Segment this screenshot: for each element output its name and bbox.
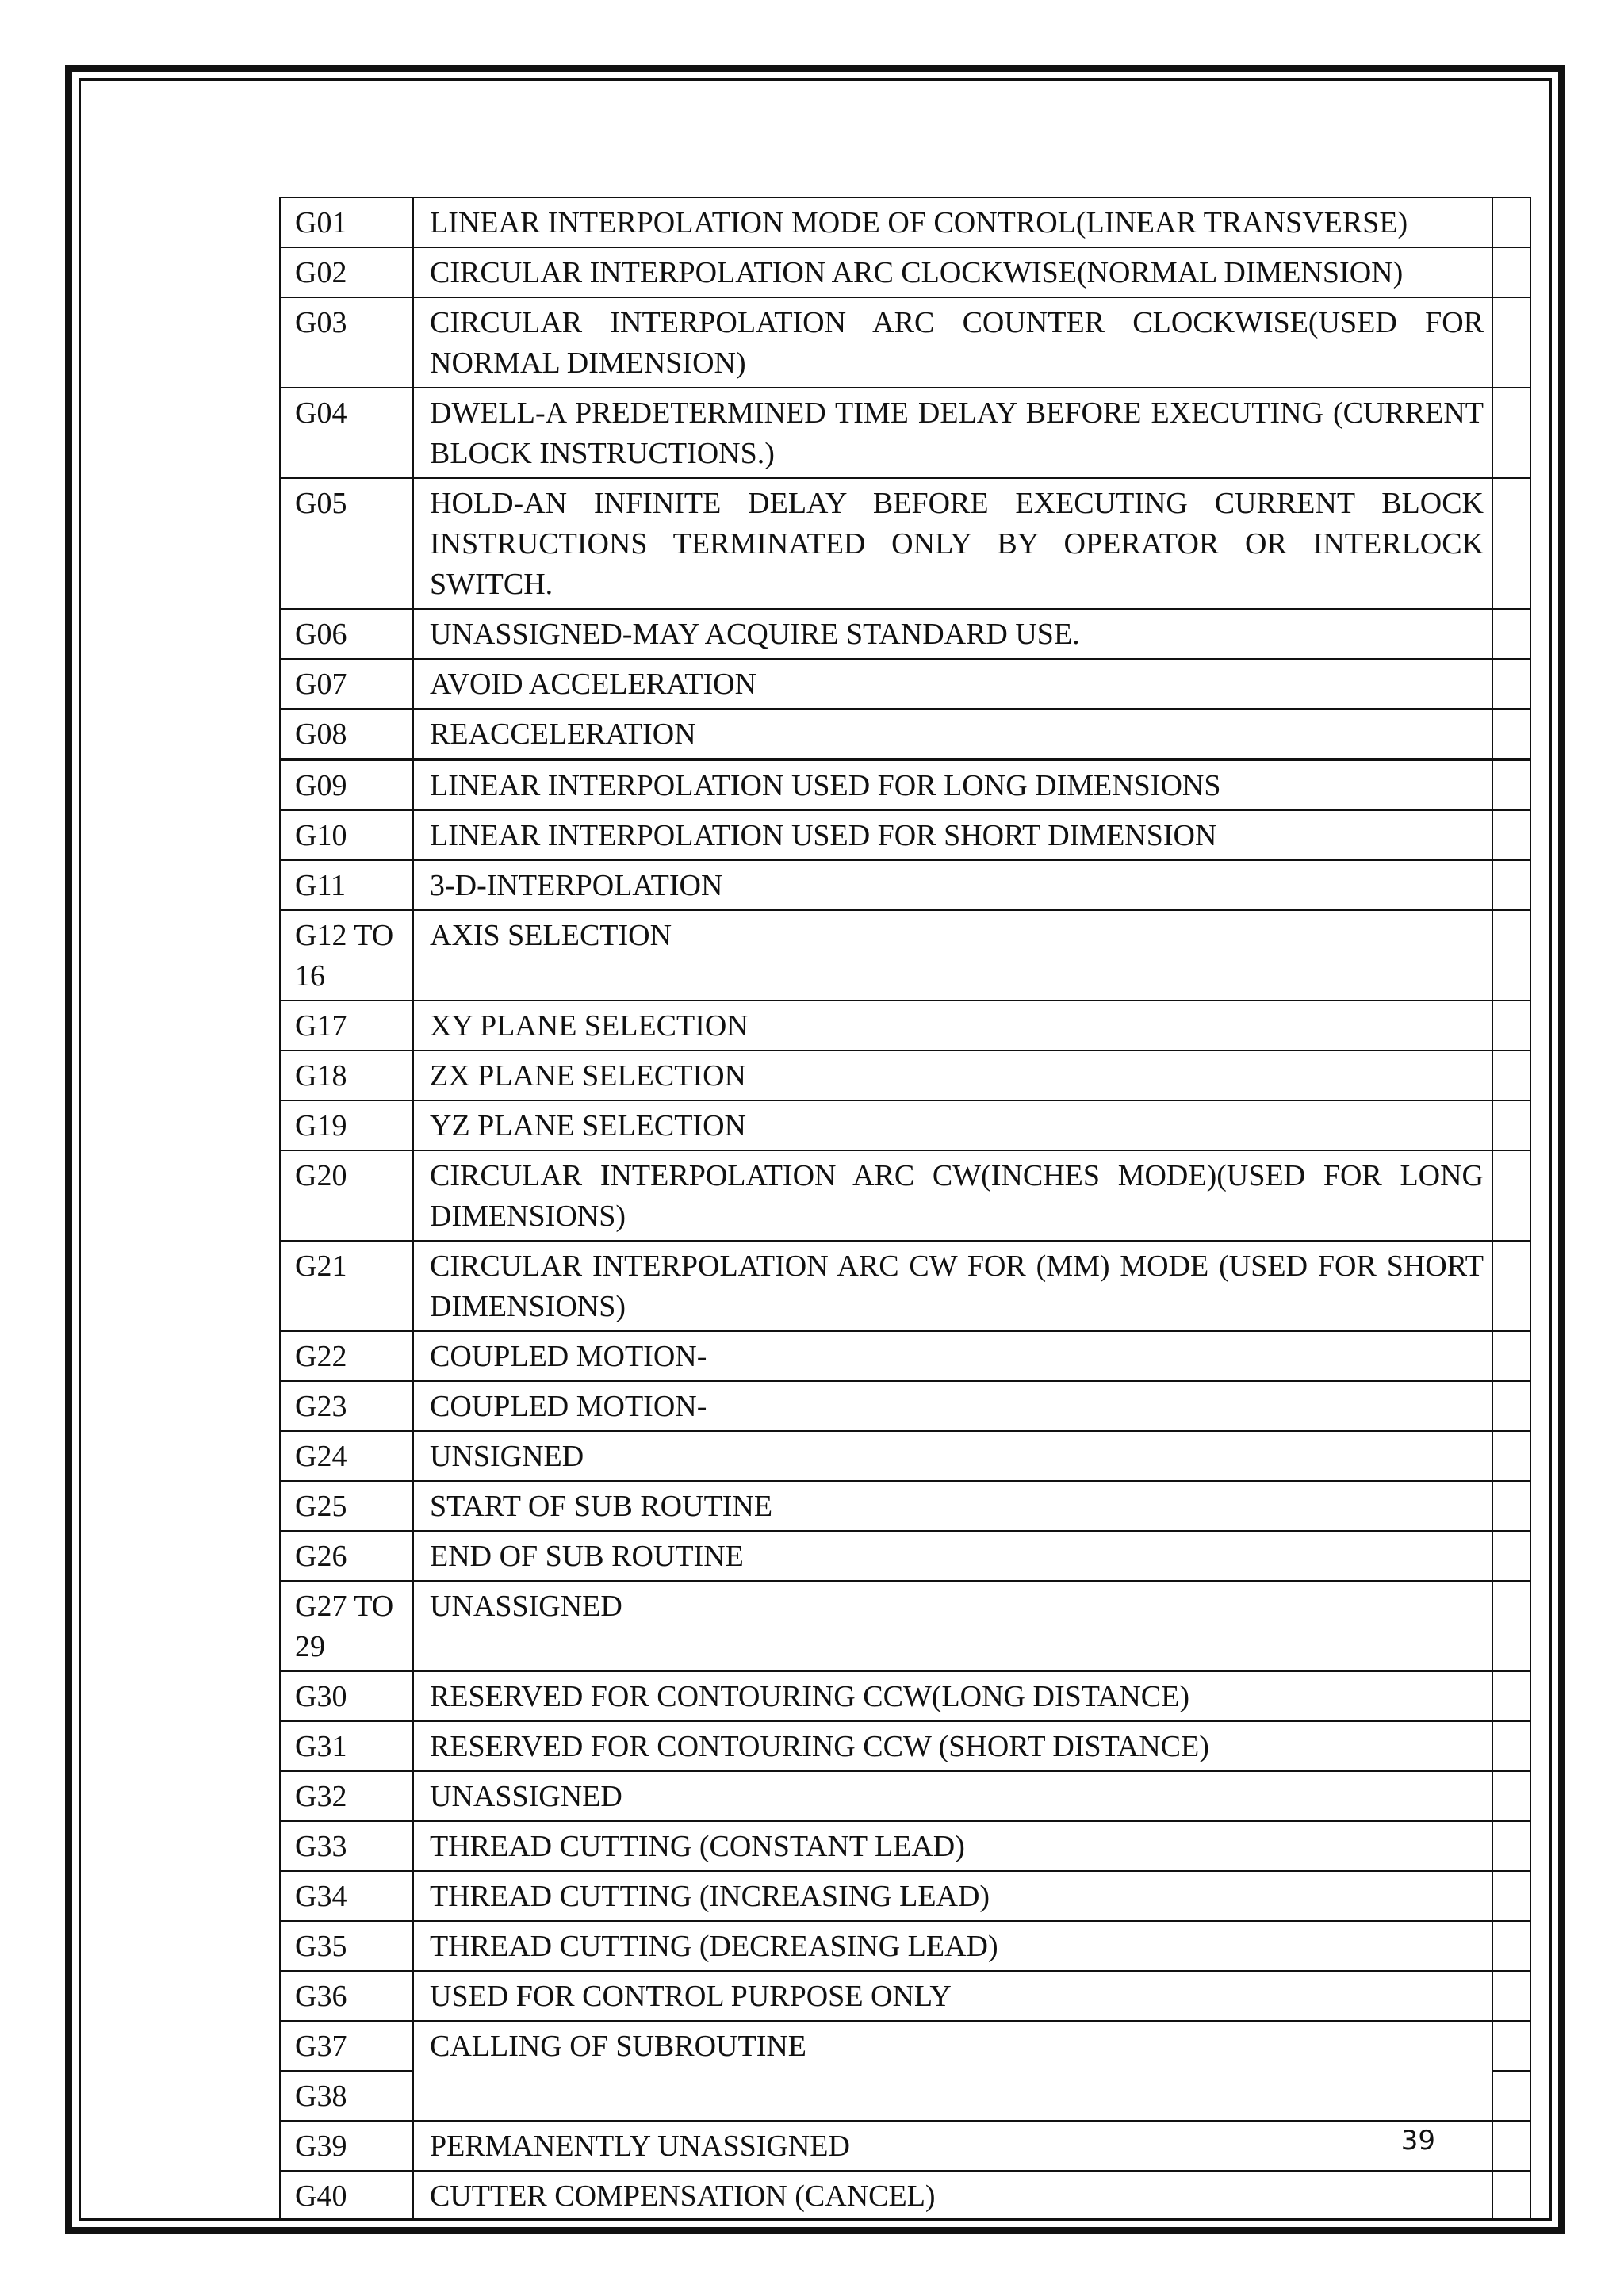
g-code-description: RESERVED FOR CONTOURING CCW(LONG DISTANCE) [413,1671,1492,1721]
side-cell [1492,1971,1530,2021]
g-code-description: DWELL-A PREDETERMINED TIME DELAY BEFORE EXECUTING (CURRENT BLOCK INSTRUCTIONS.) [413,388,1492,478]
g-code: G34 [280,1871,413,1921]
side-cell [1492,1821,1530,1871]
g-code: G35 [280,1921,413,1971]
g-code-description: START OF SUB ROUTINE [413,1481,1492,1531]
g-code: G24 [280,1431,413,1481]
g-code-description: 3-D-INTERPOLATION [413,860,1492,910]
g-code: G17 [280,1001,413,1050]
g-code: G18 [280,1050,413,1100]
g-code-description: XY PLANE SELECTION [413,1001,1492,1050]
g-code-description: COUPLED MOTION- [413,1331,1492,1381]
table-row [280,2171,1530,2221]
table-row [280,860,1530,910]
g-code-description: UNASSIGNED [413,1771,1492,1821]
g-code: G09 [280,760,413,810]
g-code: G03 [280,297,413,388]
g-code: G07 [280,659,413,709]
g-code: G12 TO 16 [280,910,413,1001]
side-cell [1492,1331,1530,1381]
side-cell [1492,810,1530,860]
side-cell [1492,1001,1530,1050]
g-code-description: LINEAR INTERPOLATION USED FOR LONG DIMENSIONS [413,760,1492,810]
g-code-description: CUTTER COMPENSATION (CANCEL) [413,2171,1492,2221]
table-row [280,1001,1530,1050]
side-cell [1492,709,1530,760]
g-code: G11 [280,860,413,910]
side-cell [1492,1241,1530,1331]
side-cell [1492,1721,1530,1771]
table-row [280,659,1530,709]
side-cell [1492,659,1530,709]
g-code: G19 [280,1100,413,1150]
g-code-description: AVOID ACCELERATION [413,659,1492,709]
table-row [280,1050,1530,1100]
side-cell [1492,1431,1530,1481]
g-code-description: LINEAR INTERPOLATION USED FOR SHORT DIMENSION [413,810,1492,860]
g-code-description: THREAD CUTTING (DECREASING LEAD) [413,1921,1492,1971]
table-row [280,910,1530,1001]
table-row [280,1771,1530,1821]
g-code: G25 [280,1481,413,1531]
table-row [280,297,1530,388]
side-cell [1492,478,1530,609]
side-cell [1492,1050,1530,1100]
g-code: G33 [280,1821,413,1871]
g-code-description: END OF SUB ROUTINE [413,1531,1492,1581]
side-cell [1492,247,1530,297]
g-code-description: UNASSIGNED [413,1581,1492,1671]
table-row [280,1381,1530,1431]
g-code-description: CIRCULAR INTERPOLATION ARC COUNTER CLOCKWISE(USED FOR NORMAL DIMENSION) [413,297,1492,388]
g-code: G10 [280,810,413,860]
g-code-table [279,197,1531,2221]
table-row [280,1921,1530,1971]
table-row [280,388,1530,478]
table-row [280,478,1530,609]
table-row [280,1331,1530,1381]
table-row [280,1721,1530,1771]
side-cell [1492,1871,1530,1921]
side-cell [1492,1671,1530,1721]
g-code: G06 [280,609,413,659]
g-code: G32 [280,1771,413,1821]
side-cell [1492,2171,1530,2221]
g-code-description: THREAD CUTTING (CONSTANT LEAD) [413,1821,1492,1871]
side-cell [1492,910,1530,1001]
g-code-description: UNSIGNED [413,1431,1492,1481]
table-row [280,1531,1530,1581]
table-row [280,1671,1530,1721]
g-code-description: COUPLED MOTION- [413,1381,1492,1431]
table-row [280,197,1530,247]
g-code: G05 [280,478,413,609]
table-row [280,1871,1530,1921]
table-row [280,1971,1530,2021]
side-cell [1492,297,1530,388]
g-code: G31 [280,1721,413,1771]
table-row [280,247,1530,297]
g-code-description: CALLING OF SUBROUTINE [413,2021,1492,2121]
g-code: G01 [280,197,413,247]
g-code: G38 [280,2071,413,2121]
g-code-description: CIRCULAR INTERPOLATION ARC CLOCKWISE(NORMAL DIMENSION) [413,247,1492,297]
g-code: G04 [280,388,413,478]
table-row [280,1481,1530,1531]
table-row [280,609,1530,659]
g-code: G26 [280,1531,413,1581]
side-cell [1492,1581,1530,1671]
page-number: 39 [1400,2125,1435,2156]
g-code: G20 [280,1150,413,1241]
g-code-description: CIRCULAR INTERPOLATION ARC CW FOR (MM) MODE (USED FOR SHORT DIMENSIONS) [413,1241,1492,1331]
g-code: G30 [280,1671,413,1721]
g-code: G23 [280,1381,413,1431]
g-code: G27 TO 29 [280,1581,413,1671]
table-row [280,2021,1530,2071]
g-code: G08 [280,709,413,760]
g-code-description: ZX PLANE SELECTION [413,1050,1492,1100]
g-code-description: USED FOR CONTROL PURPOSE ONLY [413,1971,1492,2021]
side-cell [1492,388,1530,478]
table-row [280,1821,1530,1871]
side-cell [1492,2071,1530,2121]
g-code-description: THREAD CUTTING (INCREASING LEAD) [413,1871,1492,1921]
side-cell [1492,1100,1530,1150]
table-row [280,1150,1530,1241]
g-code-description: HOLD-AN INFINITE DELAY BEFORE EXECUTING CURRENT BLOCK INSTRUCTIONS TERMINATED ONLY BY OPERATOR OR INTERLOCK SWITCH. [413,478,1492,609]
g-code-description: AXIS SELECTION [413,910,1492,1001]
side-cell [1492,760,1530,810]
side-cell [1492,1150,1530,1241]
side-cell [1492,860,1530,910]
table-row [280,760,1530,810]
side-cell [1492,1771,1530,1821]
g-code-description: PERMANENTLY UNASSIGNED [413,2121,1492,2171]
g-code: G37 [280,2021,413,2071]
side-cell [1492,1921,1530,1971]
table-row [280,1581,1530,1671]
side-cell [1492,1531,1530,1581]
g-code-description: LINEAR INTERPOLATION MODE OF CONTROL(LINEAR TRANSVERSE) [413,197,1492,247]
table-row [280,709,1530,760]
g-code: G36 [280,1971,413,2021]
side-cell [1492,1381,1530,1431]
table-row [280,1100,1530,1150]
table-row [280,1431,1530,1481]
g-code: G21 [280,1241,413,1331]
g-code-description: CIRCULAR INTERPOLATION ARC CW(INCHES MODE)(USED FOR LONG DIMENSIONS) [413,1150,1492,1241]
side-cell [1492,2121,1530,2171]
g-code: G40 [280,2171,413,2221]
table-row [280,810,1530,860]
g-code-description: YZ PLANE SELECTION [413,1100,1492,1150]
side-cell [1492,1481,1530,1531]
g-code-description: UNASSIGNED-MAY ACQUIRE STANDARD USE. [413,609,1492,659]
table-row [280,2121,1530,2171]
g-code: G02 [280,247,413,297]
side-cell [1492,2021,1530,2071]
side-cell [1492,197,1530,247]
side-cell [1492,609,1530,659]
g-code-description: RESERVED FOR CONTOURING CCW (SHORT DISTANCE) [413,1721,1492,1771]
g-code: G22 [280,1331,413,1381]
g-code: G39 [280,2121,413,2171]
g-code-description: REACCELERATION [413,709,1492,760]
table-row [280,1241,1530,1331]
